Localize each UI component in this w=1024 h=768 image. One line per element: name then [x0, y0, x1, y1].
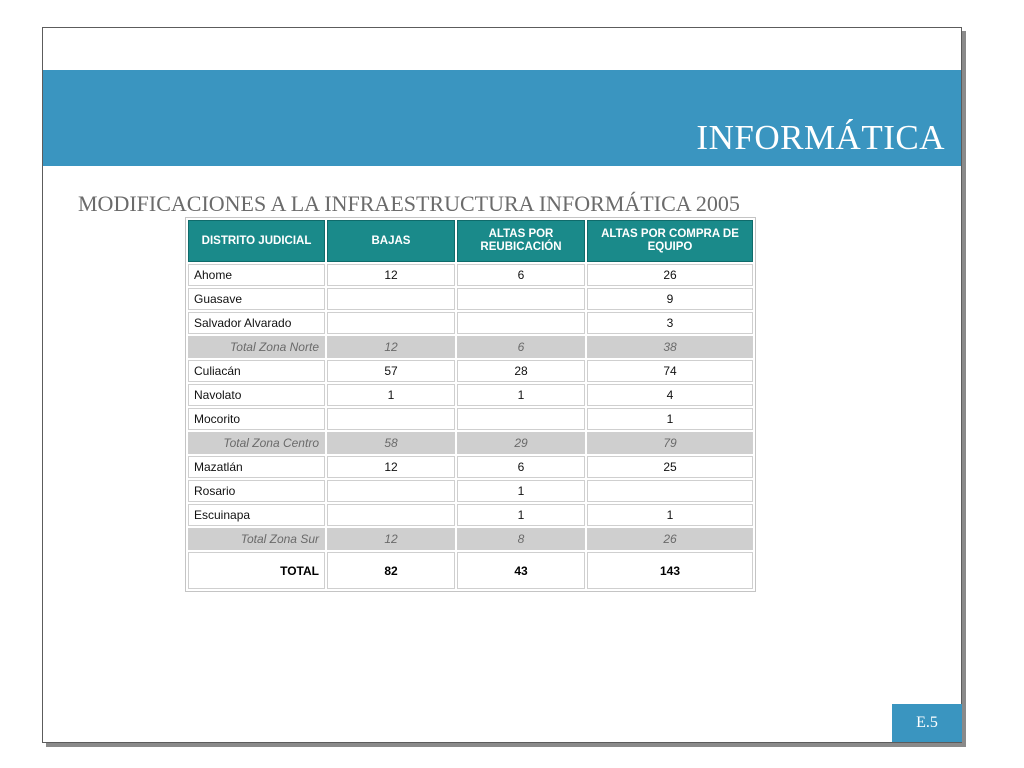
table-row	[188, 312, 753, 334]
district-cell: Mocorito	[188, 408, 325, 430]
reubicacion-cell: 6	[457, 336, 585, 358]
district-cell: Ahome	[188, 264, 325, 286]
table-row	[188, 480, 753, 502]
compra-cell	[587, 480, 753, 502]
compra-cell: 25	[587, 456, 753, 478]
table-row	[188, 504, 753, 526]
bajas-cell: 12	[327, 528, 455, 550]
table-row	[188, 408, 753, 430]
subtotal-row-norte	[188, 336, 753, 358]
bajas-cell	[327, 288, 455, 310]
district-cell: Guasave	[188, 288, 325, 310]
bajas-cell: 58	[327, 432, 455, 454]
district-cell: Culiacán	[188, 360, 325, 382]
reubicacion-cell: 29	[457, 432, 585, 454]
district-cell: Escuinapa	[188, 504, 325, 526]
reubicacion-cell: 1	[457, 384, 585, 406]
table-row	[188, 384, 753, 406]
header-bajas: BAJAS	[327, 220, 455, 262]
bajas-cell	[327, 408, 455, 430]
reubicacion-cell: 8	[457, 528, 585, 550]
header-altas-reubicacion: ALTAS POR REUBICACIÓN	[457, 220, 585, 262]
subtotal-label: Total Zona Centro	[188, 432, 325, 454]
reubicacion-cell: 28	[457, 360, 585, 382]
table-row	[188, 360, 753, 382]
compra-cell: 3	[587, 312, 753, 334]
page-number: E.5	[892, 704, 962, 742]
reubicacion-cell	[457, 312, 585, 334]
reubicacion-cell: 43	[457, 552, 585, 589]
reubicacion-cell: 6	[457, 456, 585, 478]
grand-total-label: TOTAL	[188, 552, 325, 589]
bajas-cell: 82	[327, 552, 455, 589]
bajas-cell: 1	[327, 384, 455, 406]
slide-title: INFORMÁTICA	[696, 118, 945, 157]
compra-cell: 143	[587, 552, 753, 589]
district-cell: Navolato	[188, 384, 325, 406]
reubicacion-cell: 6	[457, 264, 585, 286]
subtotal-label: Total Zona Norte	[188, 336, 325, 358]
compra-cell: 4	[587, 384, 753, 406]
header-altas-compra: ALTAS POR COMPRA DE EQUIPO	[587, 220, 753, 262]
subtotal-row-centro	[188, 432, 753, 454]
slide-subtitle: MODIFICACIONES A LA INFRAESTRUCTURA INFORMÁTICA 2005	[78, 191, 740, 216]
reubicacion-cell	[457, 288, 585, 310]
compra-cell: 38	[587, 336, 753, 358]
bajas-cell: 12	[327, 264, 455, 286]
bajas-cell: 12	[327, 336, 455, 358]
compra-cell: 9	[587, 288, 753, 310]
compra-cell: 74	[587, 360, 753, 382]
table-header-row	[188, 220, 753, 262]
infrastructure-table	[185, 217, 756, 592]
district-cell: Mazatlán	[188, 456, 325, 478]
bajas-cell: 12	[327, 456, 455, 478]
bajas-cell	[327, 312, 455, 334]
grand-total-row	[188, 552, 753, 589]
reubicacion-cell: 1	[457, 504, 585, 526]
district-cell: Rosario	[188, 480, 325, 502]
subtotal-row-sur	[188, 528, 753, 550]
compra-cell: 1	[587, 408, 753, 430]
reubicacion-cell: 1	[457, 480, 585, 502]
table-row	[188, 288, 753, 310]
header-distrito-judicial: DISTRITO JUDICIAL	[188, 220, 325, 262]
bajas-cell	[327, 504, 455, 526]
compra-cell: 1	[587, 504, 753, 526]
subtotal-label: Total Zona Sur	[188, 528, 325, 550]
bajas-cell: 57	[327, 360, 455, 382]
table-row	[188, 456, 753, 478]
title-banner	[43, 70, 961, 166]
reubicacion-cell	[457, 408, 585, 430]
bajas-cell	[327, 480, 455, 502]
district-cell: Salvador Alvarado	[188, 312, 325, 334]
table-row	[188, 264, 753, 286]
compra-cell: 26	[587, 264, 753, 286]
compra-cell: 79	[587, 432, 753, 454]
compra-cell: 26	[587, 528, 753, 550]
